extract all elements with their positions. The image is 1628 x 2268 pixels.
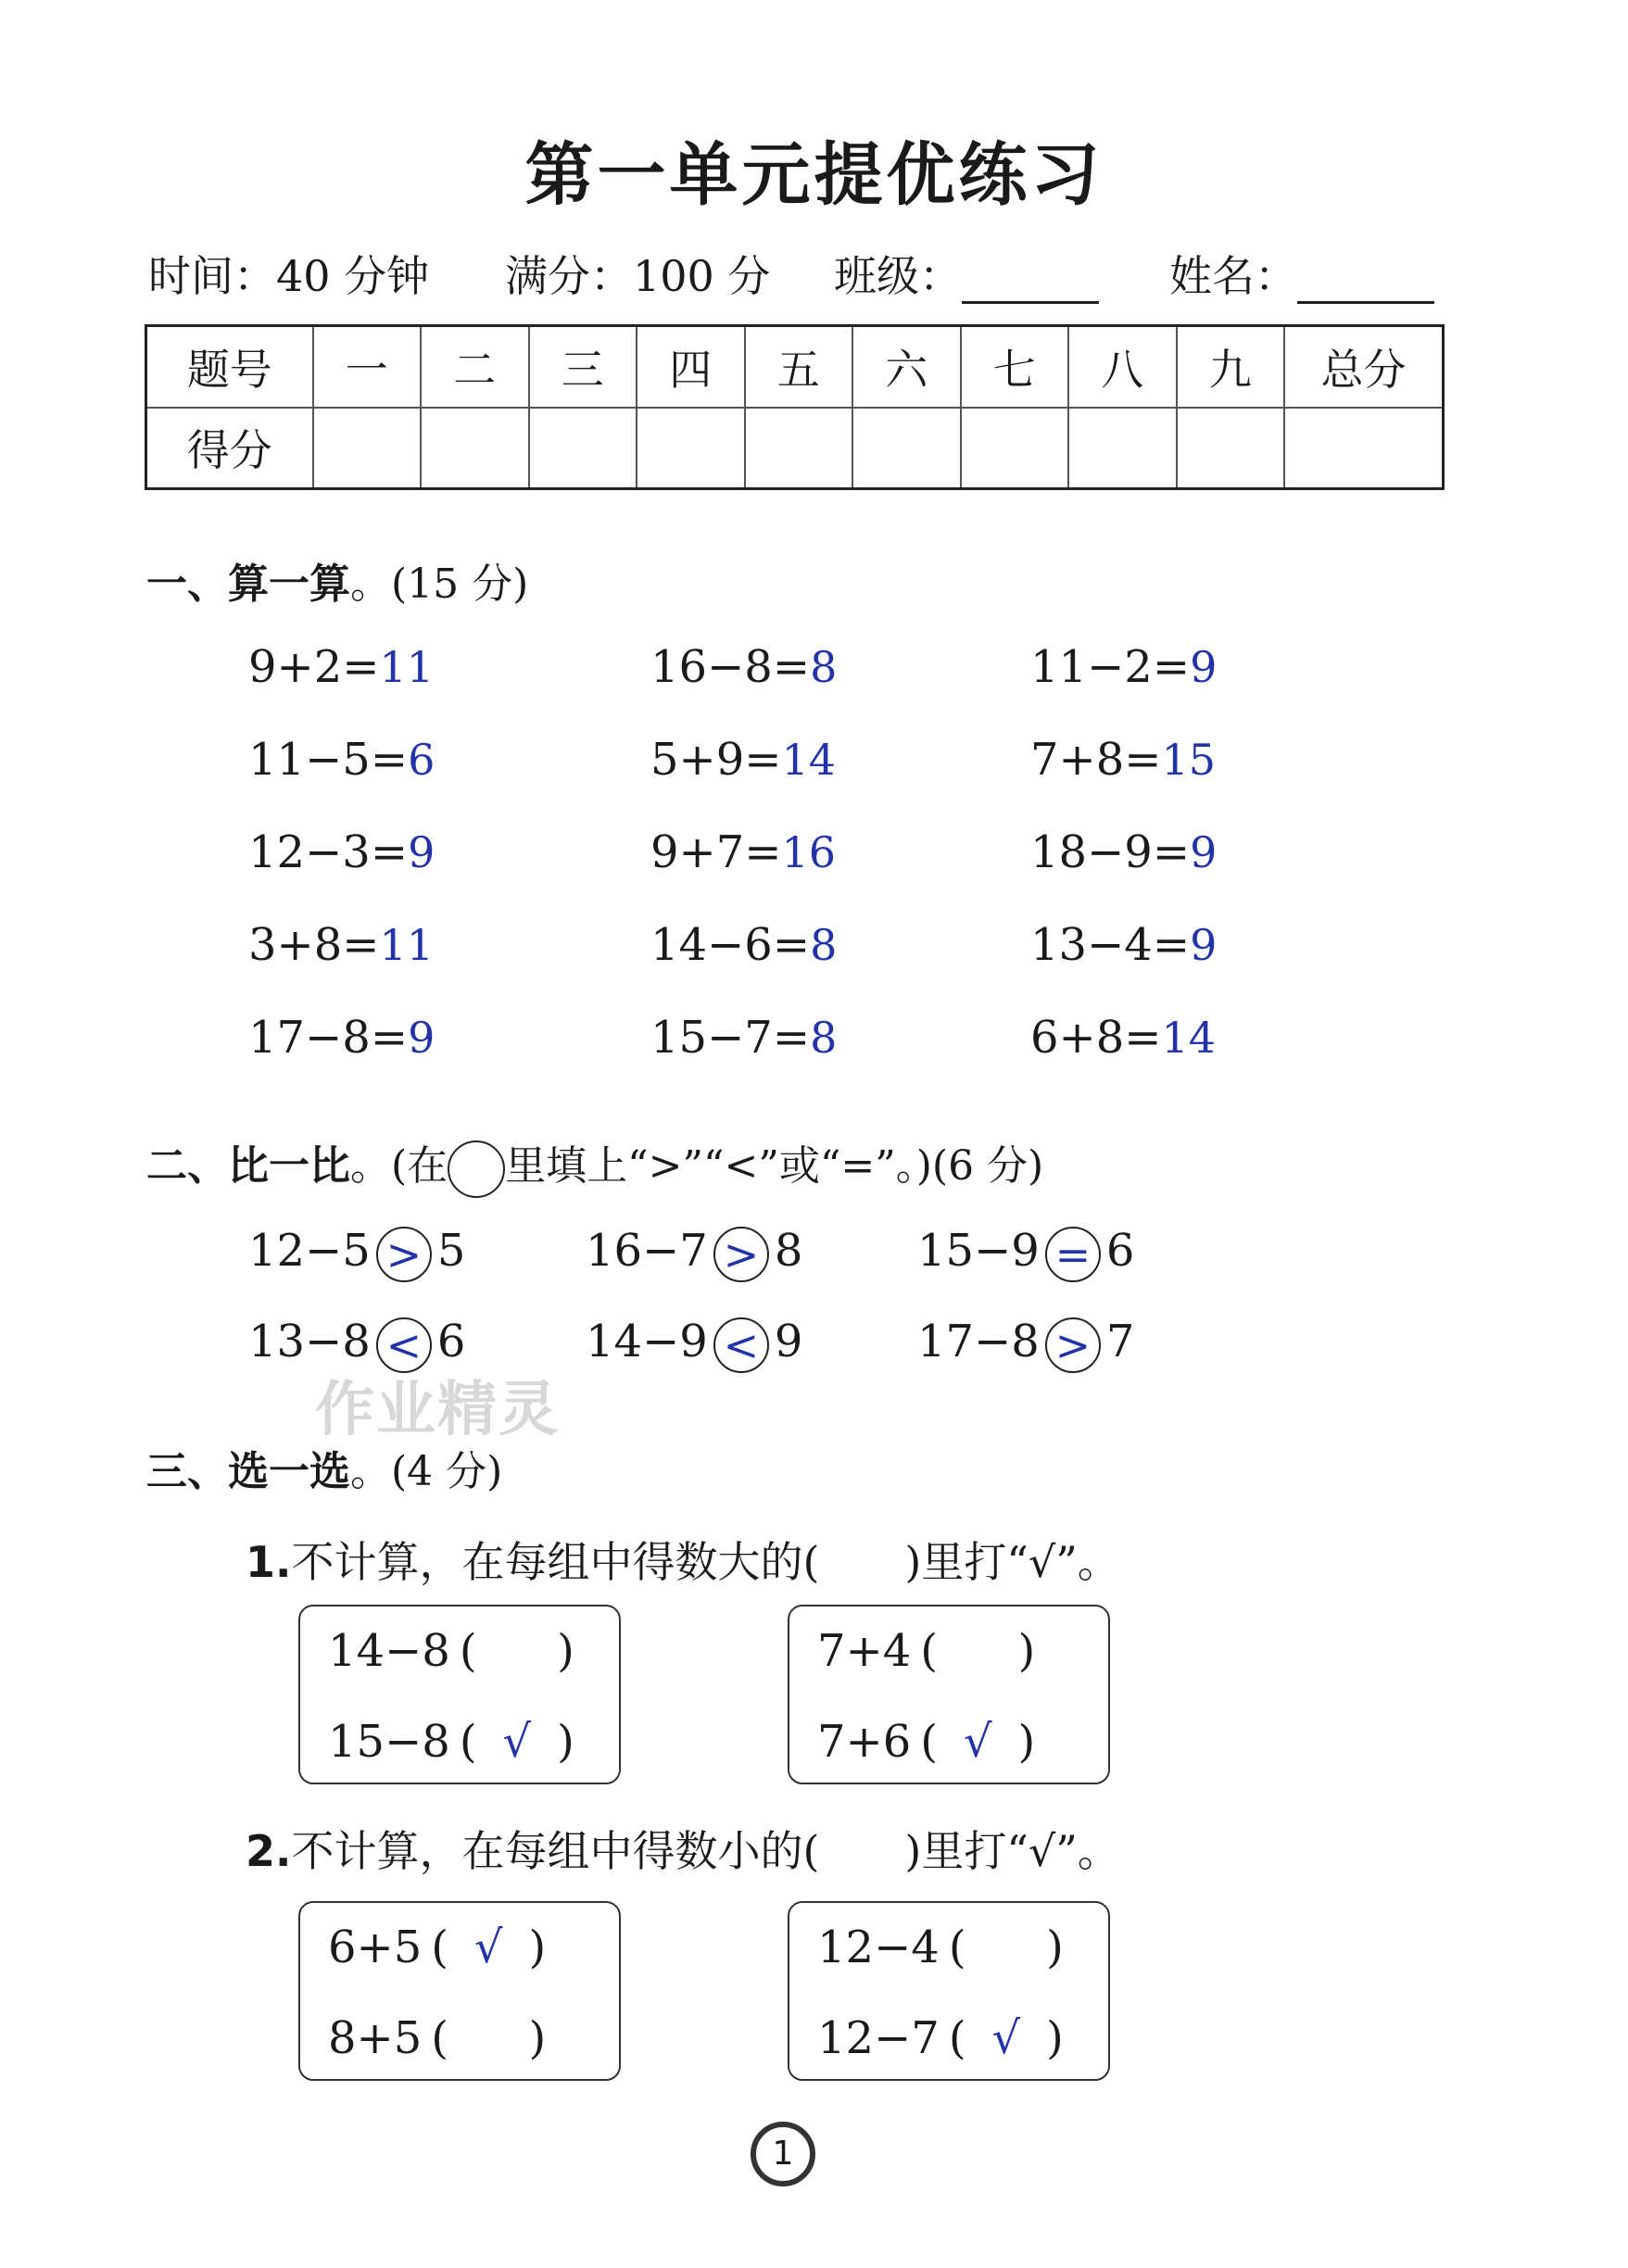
watermark: 作业精灵 bbox=[315, 1376, 560, 1444]
choice-expression: 12−4 bbox=[817, 1922, 940, 1973]
name-label bbox=[1169, 243, 1434, 304]
comparison bbox=[248, 1225, 465, 1282]
equation-answer[interactable]: 11 bbox=[379, 920, 435, 970]
equation-expression: 15−7= bbox=[650, 1012, 811, 1064]
choice-expression: 6+5 bbox=[328, 1922, 423, 1973]
comparison-right: 8 bbox=[774, 1225, 803, 1277]
score-cell[interactable] bbox=[637, 408, 745, 489]
score-table-score-row bbox=[146, 408, 1444, 489]
equation bbox=[650, 1012, 837, 1064]
score-table-header-cell: 二 bbox=[421, 326, 529, 408]
equation-expression: 12−3= bbox=[248, 826, 409, 878]
score-table-header-cell: 六 bbox=[852, 326, 961, 408]
equation bbox=[1030, 919, 1217, 971]
comparison bbox=[586, 1225, 802, 1282]
choice-line bbox=[817, 1625, 1035, 1677]
choice-line bbox=[817, 2012, 1064, 2064]
equation-answer[interactable]: 9 bbox=[1190, 827, 1218, 877]
equation bbox=[248, 1012, 435, 1064]
score-table-header-cell: 三 bbox=[529, 326, 637, 408]
question1 bbox=[246, 1529, 1120, 1590]
score-table-header-cell: 七 bbox=[961, 326, 1069, 408]
equation bbox=[1030, 826, 1217, 878]
check-mark: √ bbox=[502, 1716, 532, 1768]
equation-expression: 17−8= bbox=[248, 1012, 409, 1064]
choice-line bbox=[328, 2012, 546, 2064]
choice-paren[interactable]: ( √ ) bbox=[431, 1922, 547, 1973]
section1-heading bbox=[146, 550, 528, 610]
equation bbox=[248, 641, 434, 693]
comparison-right: 9 bbox=[774, 1316, 803, 1367]
comparison bbox=[917, 1316, 1134, 1373]
section1-heading-rest: 。(15 分) bbox=[350, 561, 529, 608]
equation-answer[interactable]: 8 bbox=[810, 642, 838, 692]
class-label-text: 班级： bbox=[834, 251, 962, 301]
comparison-left: 14−9 bbox=[586, 1316, 708, 1367]
choice-paren[interactable]: ( √ ) bbox=[920, 1716, 1036, 1768]
equation-answer[interactable]: 9 bbox=[408, 827, 435, 877]
choice-line bbox=[328, 1922, 546, 1973]
comparison bbox=[917, 1225, 1134, 1282]
equation-expression: 16−8= bbox=[650, 641, 811, 693]
score-table-header-cell: 九 bbox=[1177, 326, 1285, 408]
comparison-circle[interactable]: > bbox=[376, 1227, 432, 1282]
time-label: 时间：40 分钟 bbox=[148, 251, 430, 301]
section3-heading bbox=[146, 1438, 502, 1497]
score-table-header-row bbox=[146, 326, 1444, 408]
choice-expression: 14−8 bbox=[328, 1625, 450, 1677]
equation bbox=[650, 826, 836, 878]
score-row-label: 得分 bbox=[146, 408, 313, 489]
question1-text: 不计算，在每组中得数大的( )里打“√”。 bbox=[291, 1537, 1120, 1587]
equation bbox=[650, 641, 837, 693]
comparison bbox=[586, 1316, 802, 1373]
comparison-left: 13−8 bbox=[248, 1316, 371, 1367]
equation-answer[interactable]: 8 bbox=[810, 920, 838, 970]
score-table-header-cell: 四 bbox=[637, 326, 745, 408]
circle-icon bbox=[448, 1140, 505, 1198]
choice-expression: 7+6 bbox=[817, 1716, 912, 1768]
score-table bbox=[145, 324, 1445, 490]
equation-answer[interactable]: 11 bbox=[379, 642, 435, 692]
score-table-header-cell: 五 bbox=[745, 326, 853, 408]
question1-number: 1. bbox=[246, 1537, 292, 1587]
equation-answer[interactable]: 9 bbox=[1190, 920, 1218, 970]
comparison-left: 12−5 bbox=[248, 1225, 371, 1277]
comparison-right: 7 bbox=[1105, 1316, 1135, 1367]
check-mark: √ bbox=[991, 2012, 1021, 2064]
comparison-circle[interactable]: < bbox=[713, 1317, 769, 1373]
question2-number: 2. bbox=[246, 1826, 292, 1876]
equation-answer[interactable]: 14 bbox=[781, 735, 837, 785]
score-table-header-cell: 题号 bbox=[146, 326, 313, 408]
choice-box bbox=[788, 1605, 1110, 1784]
name-label-text: 姓名： bbox=[1169, 251, 1297, 301]
equation bbox=[1030, 641, 1217, 693]
equation-expression: 6+8= bbox=[1030, 1012, 1162, 1064]
score-cell[interactable] bbox=[1068, 408, 1177, 489]
score-cell[interactable] bbox=[852, 408, 961, 489]
score-cell[interactable] bbox=[529, 408, 637, 489]
section3-heading-rest: 。(4 分) bbox=[350, 1448, 503, 1495]
equation-expression: 7+8= bbox=[1030, 734, 1162, 786]
choice-expression: 7+4 bbox=[817, 1625, 912, 1677]
choice-paren[interactable]: ( √ ) bbox=[948, 2012, 1064, 2064]
equation-answer[interactable]: 6 bbox=[408, 735, 435, 785]
comparison-circle[interactable]: > bbox=[713, 1227, 769, 1282]
check-mark: √ bbox=[963, 1716, 992, 1768]
comparison-right: 6 bbox=[436, 1316, 466, 1367]
check-mark: √ bbox=[473, 1922, 503, 1973]
class-blank[interactable] bbox=[962, 264, 1099, 304]
score-cell[interactable] bbox=[1284, 408, 1444, 489]
score-cell[interactable] bbox=[961, 408, 1069, 489]
choice-box bbox=[298, 1605, 621, 1784]
score-table-header-cell: 总分 bbox=[1284, 326, 1444, 408]
comparison-circle[interactable]: < bbox=[376, 1317, 432, 1373]
section2-heading-post: 里填上“>”“<”或“=”。)(6 分) bbox=[505, 1142, 1044, 1190]
equation-answer[interactable]: 9 bbox=[1190, 642, 1218, 692]
choice-line bbox=[328, 1716, 574, 1768]
equation-expression: 5+9= bbox=[650, 734, 782, 786]
equation bbox=[650, 734, 836, 786]
score-cell[interactable] bbox=[313, 408, 422, 489]
choice-line bbox=[817, 1716, 1035, 1768]
equation-expression: 3+8= bbox=[248, 919, 380, 971]
equation-answer[interactable]: 8 bbox=[810, 1013, 838, 1063]
choice-expression: 15−8 bbox=[328, 1716, 450, 1768]
page-number: 1 bbox=[751, 2122, 815, 2186]
comparison-left: 15−9 bbox=[917, 1225, 1040, 1277]
score-cell[interactable] bbox=[1177, 408, 1285, 489]
comparison-left: 17−8 bbox=[917, 1316, 1040, 1367]
comparison-right: 5 bbox=[436, 1225, 466, 1277]
question2-text: 不计算，在每组中得数小的( )里打“√”。 bbox=[291, 1826, 1120, 1876]
choice-box bbox=[298, 1901, 621, 2081]
equation-answer[interactable]: 16 bbox=[781, 827, 837, 877]
section2-heading-bold: 二、比一比 bbox=[146, 1142, 350, 1190]
choice-paren[interactable]: ( ) bbox=[948, 1922, 1064, 1973]
equation-answer[interactable]: 15 bbox=[1161, 735, 1217, 785]
comparison-circle[interactable]: > bbox=[1045, 1317, 1101, 1373]
score-table-header-cell: 八 bbox=[1068, 326, 1177, 408]
score-table-header-cell: 一 bbox=[313, 326, 422, 408]
equation-expression: 11−5= bbox=[248, 734, 409, 786]
equation-expression: 11−2= bbox=[1030, 641, 1191, 693]
section1-heading-bold: 一、算一算 bbox=[146, 561, 350, 608]
comparison-circle[interactable]: = bbox=[1045, 1227, 1101, 1282]
equation bbox=[248, 919, 434, 971]
class-label bbox=[834, 243, 1099, 304]
choice-box bbox=[788, 1901, 1110, 2081]
equation-answer[interactable]: 9 bbox=[408, 1013, 435, 1063]
choice-expression: 12−7 bbox=[817, 2012, 940, 2064]
choice-line bbox=[817, 1922, 1064, 1973]
comparison-right: 6 bbox=[1105, 1225, 1135, 1277]
score-cell[interactable] bbox=[421, 408, 529, 489]
choice-paren[interactable]: ( ) bbox=[431, 2012, 547, 2064]
question2 bbox=[246, 1818, 1120, 1879]
choice-paren[interactable]: ( ) bbox=[459, 1625, 574, 1677]
equation bbox=[650, 919, 837, 971]
equation-expression: 13−4= bbox=[1030, 919, 1191, 971]
equation-expression: 9+2= bbox=[248, 641, 380, 693]
comparison-left: 16−7 bbox=[586, 1225, 708, 1277]
equation-expression: 18−9= bbox=[1030, 826, 1191, 878]
section3-heading-bold: 三、选一选 bbox=[146, 1448, 350, 1495]
equation bbox=[248, 734, 435, 786]
name-blank[interactable] bbox=[1297, 264, 1434, 304]
choice-paren[interactable]: ( √ ) bbox=[459, 1716, 574, 1768]
score-cell[interactable] bbox=[745, 408, 853, 489]
equation-expression: 9+7= bbox=[650, 826, 782, 878]
section2-heading-pre: 。(在 bbox=[350, 1142, 448, 1190]
choice-paren[interactable]: ( ) bbox=[920, 1625, 1036, 1677]
equation bbox=[248, 826, 435, 878]
equation-answer[interactable]: 14 bbox=[1161, 1013, 1217, 1063]
choice-line bbox=[328, 1625, 574, 1677]
page-title: 第一单元提优练习 bbox=[524, 135, 1104, 215]
equation bbox=[1030, 734, 1216, 786]
choice-expression: 8+5 bbox=[328, 2012, 423, 2064]
equation-expression: 14−6= bbox=[650, 919, 811, 971]
equation bbox=[1030, 1012, 1216, 1064]
section2-heading bbox=[146, 1132, 1043, 1198]
full-score-label: 满分：100 分 bbox=[505, 251, 771, 301]
